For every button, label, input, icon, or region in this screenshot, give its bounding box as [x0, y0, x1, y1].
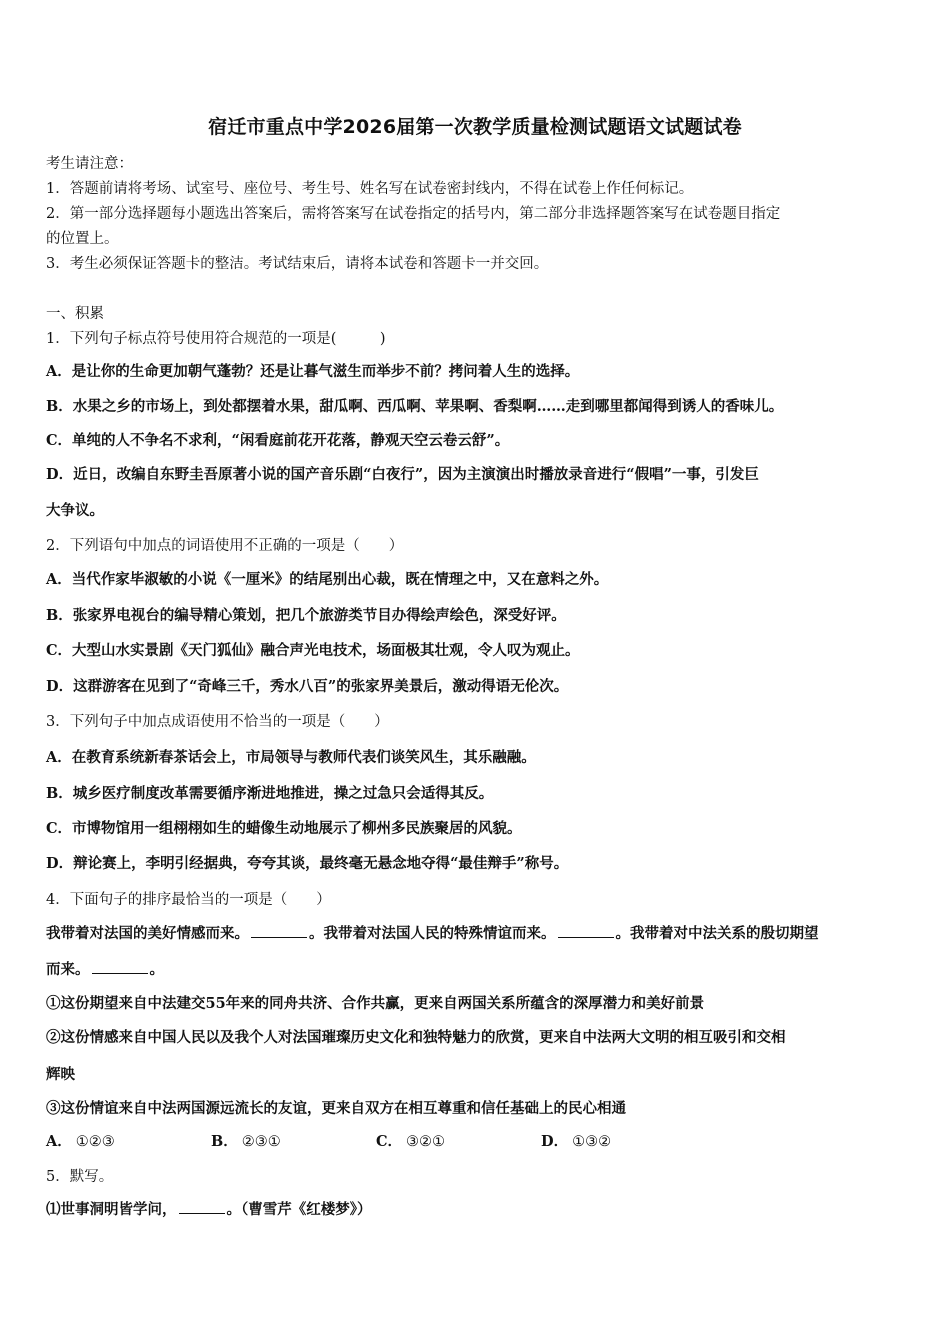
q4-passage-part-2: 。我带着对法国人民的特殊情谊而来。 [309, 925, 556, 942]
q3-option-b: B．城乡医疗制度改革需要循序渐进地推进，操之过急只会适得其反。 [46, 785, 494, 802]
q1-option-a: A．是让你的生命更加朝气蓬勃？还是让暮气滋生而举步不前？拷问着人生的选择。 [46, 363, 580, 380]
q1-option-b: B．水果之乡的市场上，到处都摆着水果，甜瓜啊、西瓜啊、苹果啊、香梨啊……走到哪里都闻得到诱人的香味儿。 [46, 398, 784, 415]
q1-option-d-cont: 大争议。 [46, 502, 104, 519]
q5-item-1-text: ⑴世事洞明皆学问， [46, 1201, 177, 1218]
notice-heading: 考生请注意： [46, 156, 133, 172]
q1-stem: 1．下列句子标点符号使用符合规范的一项是( ) [46, 331, 386, 347]
q4-passage-part-5: 。 [149, 961, 164, 978]
q1-option-d: D．近日，改编自东野圭吾原著小说的国产音乐剧“白夜行”，因为主演演出时播放录音进行“假唱”一事，引发巨 [46, 466, 759, 483]
q3-option-a: A．在教育系统新春茶话会上，市局领导与教师代表们谈笑风生，其乐融融。 [46, 749, 536, 766]
q5-stem: 5．默写。 [46, 1169, 114, 1185]
q3-option-d: D．辩论赛上，李明引经据典，夸夸其谈，最终毫无悬念地夺得“最佳辩手”称号。 [46, 855, 569, 872]
q2-option-b: B．张家界电视台的编导精心策划，把几个旅游类节目办得绘声绘色，深受好评。 [46, 607, 566, 624]
q4-passage-part-4: 而来。 [46, 961, 90, 978]
q3-stem: 3．下列句子中加点成语使用不恰当的一项是（ ） [46, 714, 389, 730]
q4-passage-line-2 [46, 958, 908, 979]
section-heading: 一、积累 [46, 306, 104, 322]
answer-blank[interactable] [179, 1199, 225, 1214]
q4-sentence-2-cont: 辉映 [46, 1066, 75, 1083]
q2-option-c: C．大型山水实景剧《天门狐仙》融合声光电技术，场面极其壮观，令人叹为观止。 [46, 642, 580, 659]
q4-stem: 4．下面句子的排序最恰当的一项是（ ） [46, 892, 331, 908]
q4-passage-part-1: 我带着对法国的美好情感而来。 [46, 925, 249, 942]
answer-blank[interactable] [251, 923, 307, 938]
q4-sentence-1: ①这份期望来自中法建交55年来的同舟共济、合作共赢，更来自两国关系所蕴含的深厚潜力和美好前景 [46, 995, 705, 1012]
q5-item-1 [46, 1198, 908, 1219]
notice-item-1: 1．答题前请将考场、试室号、座位号、考生号、姓名写在试卷密封线内，不得在试卷上作任何标记。 [46, 181, 694, 197]
q2-option-a: A．当代作家毕淑敏的小说《一厘米》的结尾别出心裁，既在情理之中，又在意料之外。 [46, 571, 609, 588]
q4-choice-a[interactable]: A． ①②③ [46, 1133, 115, 1150]
q5-item-1-source: 。（曹雪芹《红楼梦》） [226, 1201, 372, 1218]
notice-item-2-cont: 的位置上。 [46, 231, 119, 247]
notice-item-2: 2．第一部分选择题每小题选出答案后，需将答案写在试卷指定的括号内，第二部分非选择题答案写在试卷题目指定 [46, 206, 781, 222]
q4-sentence-2: ②这份情感来自中国人民以及我个人对法国璀璨历史文化和独特魅力的欣赏，更来自中法两大文明的相互吸引和交相 [46, 1029, 786, 1046]
q2-option-d: D．这群游客在见到了“奇峰三千，秀水八百”的张家界美景后，激动得语无伦次。 [46, 678, 569, 695]
notice-item-3: 3．考生必须保证答题卡的整洁。考试结束后，请将本试卷和答题卡一并交回。 [46, 256, 549, 272]
q1-option-c: C．单纯的人不争名不求利，“闲看庭前花开花落，静观天空云卷云舒”。 [46, 432, 510, 449]
q4-passage-part-3: 。我带着对中法关系的殷切期望 [615, 925, 819, 942]
exam-title: 宿迁市重点中学2026届第一次教学质量检测试题语文试题试卷 [208, 116, 742, 138]
q4-choice-b[interactable]: B． ②③① [211, 1133, 281, 1150]
q3-option-c: C．市博物馆用一组栩栩如生的蜡像生动地展示了柳州多民族聚居的风貌。 [46, 820, 522, 837]
q2-stem: 2．下列语句中加点的词语使用不正确的一项是（ ） [46, 538, 404, 554]
q4-choice-d[interactable]: D． ①③② [541, 1133, 612, 1150]
q4-passage-line-1 [46, 922, 908, 943]
q4-sentence-3: ③这份情谊来自中法两国源远流长的友谊，更来自双方在相互尊重和信任基础上的民心相通 [46, 1100, 626, 1117]
q4-choices [46, 1130, 908, 1151]
answer-blank[interactable] [558, 923, 614, 938]
answer-blank[interactable] [92, 959, 148, 974]
q4-choice-c[interactable]: C． ③②① [376, 1133, 446, 1150]
